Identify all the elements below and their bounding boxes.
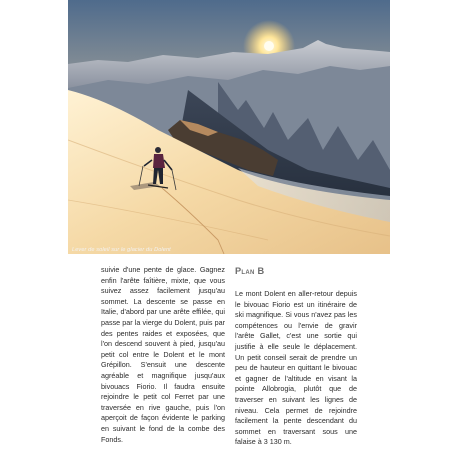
sunrise-glacier-illustration [68,0,390,254]
photo-caption: Lever de soleil sur le glacier du Dolent [72,247,171,253]
mountain-photo [68,0,390,254]
right-text-column: Le mont Dolent en aller-retour depuis le bivouac Fiorio est un itinéraire de ski magnifique. Si vous n'avez pas les compétences ou l'envie de gravir l'arête Gallet, c'est une sortie qui justifie à elle seule le déplacement. Un petit conseil serait de prendre un peu de hauteur en quittant le bivouac et gagner de l'altitude en visant la pointe Allobrogia, plutôt que de traverser en suivant les lignes de niveau. Cela permet de rejoindre facilement la pente descendant du sommet en traversant sous une falaise à 3 130 m. [235,289,357,447]
plan-b-heading: Plan B [235,266,265,276]
left-text-column: suivie d'une pente de glace. Gagnez enfin l'arête faîtière, mixte, que vous suivez assez facilement jusqu'au sommet. La descente se passe en Italie, d'abord par une arête effilée, qui passe par la vierge du Dolent, puis par des pentes raides et exposées, que l'on descend souvent à pied, jusqu'au petit col entre le Dolent et le mont Grépillon. S'ensuit une descente agréable et magnifique jusqu'aux bivouacs Fiorio. Il faudra ensuite rejoindre le petit col Ferret par une traversée en rive gauche, puis l'on aperçoit de façon évidente le parking en suivant le fond de la combe des Fonds. [101,265,225,444]
